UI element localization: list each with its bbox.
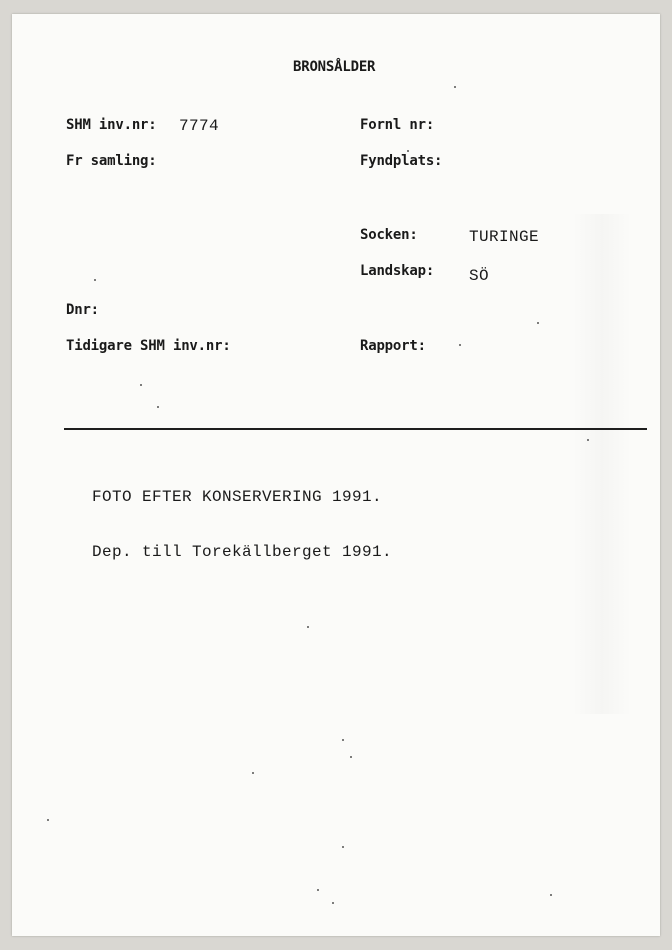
speck — [307, 626, 309, 628]
speck — [157, 406, 159, 408]
fyndplats-label: Fyndplats: — [360, 153, 443, 169]
shm-inv-value: 7774 — [179, 117, 220, 135]
landskap-label: Landskap: — [360, 263, 435, 279]
note-foto: FOTO EFTER KONSERVERING 1991. — [92, 488, 383, 506]
fornl-nr-label: Fornl nr: — [360, 117, 435, 133]
note-deponering: Dep. till Torekällberget 1991. — [92, 543, 393, 561]
speck — [407, 150, 409, 152]
speck — [317, 889, 319, 891]
speck — [342, 846, 344, 848]
speck — [252, 772, 254, 774]
speck — [342, 739, 344, 741]
card-title: BRONSÅLDER — [293, 59, 376, 75]
divider-line — [64, 428, 647, 430]
speck — [454, 86, 456, 88]
tidigare-shm-inv-label: Tidigare SHM inv.nr: — [66, 338, 231, 354]
socken-label: Socken: — [360, 227, 418, 243]
speck — [332, 902, 334, 904]
speck — [350, 756, 352, 758]
socken-value: TURINGE — [469, 228, 540, 246]
speck — [550, 894, 552, 896]
speck — [94, 279, 96, 281]
shm-inv-label: SHM inv.nr: — [66, 117, 157, 133]
faint-stamp-shadow — [572, 214, 632, 714]
archive-card — [12, 14, 660, 936]
speck — [47, 819, 49, 821]
speck — [587, 439, 589, 441]
dnr-label: Dnr: — [66, 302, 99, 318]
landskap-value: SÖ — [469, 267, 490, 285]
speck — [140, 384, 142, 386]
speck — [459, 344, 461, 346]
fr-samling-label: Fr samling: — [66, 153, 157, 169]
speck — [537, 322, 539, 324]
rapport-label: Rapport: — [360, 338, 426, 354]
